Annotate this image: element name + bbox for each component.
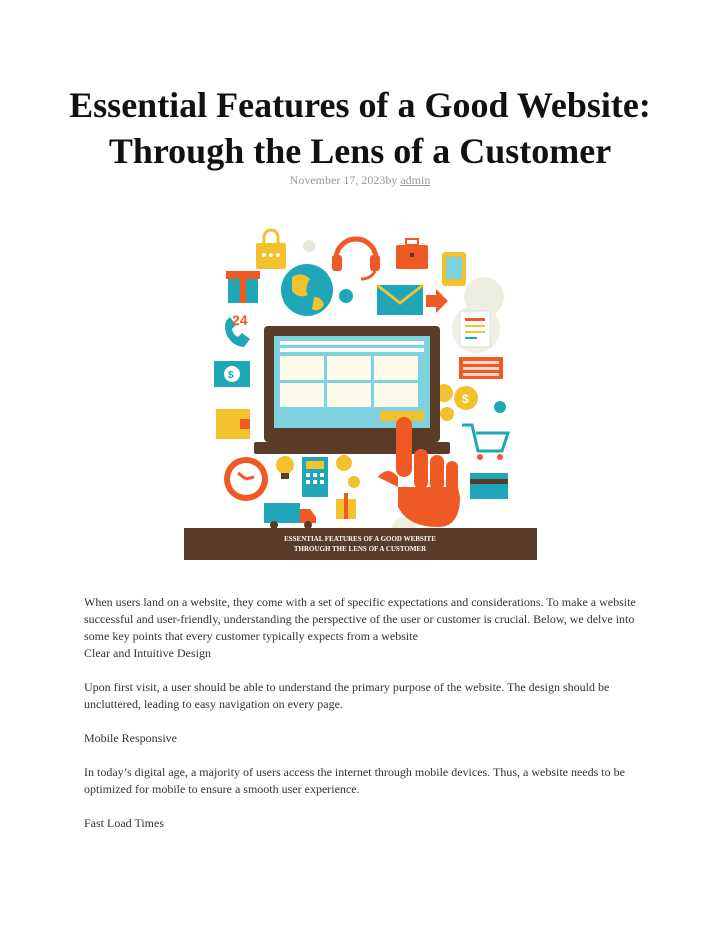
article-body: [84, 594, 644, 832]
hero-banner-line-2: THROUGH THE LENS OF A CUSTOMER: [293, 545, 427, 553]
author-link[interactable]: admin: [400, 173, 431, 187]
gift-icon: [226, 271, 260, 303]
section-heading: Fast Load Times: [84, 816, 165, 830]
post-by-label: by: [385, 173, 401, 187]
post-meta: [0, 173, 720, 188]
hero-illustration: [184, 227, 537, 560]
hero-banner-line-1: ESSENTIAL FEATURES OF A GOOD WEBSITE: [284, 535, 436, 543]
cart-icon: [462, 425, 508, 460]
section-paragraph: Upon first visit, a user should be able to understand the primary purpose of the website. The design should be uncluttered, leading to easy navigation on every page.: [84, 680, 610, 711]
headset-icon: [332, 239, 380, 279]
section-heading: Clear and Intuitive Design: [84, 646, 211, 660]
post-title-line-1: Essential Features of a Good Website:: [69, 85, 651, 125]
globe-icon: [281, 264, 333, 316]
calculator-icon: [302, 457, 328, 497]
post-title-line-2: Through the Lens of a Customer: [108, 131, 612, 171]
briefcase-icon: [396, 239, 428, 269]
small-gift-icon: [336, 493, 356, 519]
post-title: [40, 82, 680, 174]
article-intro: When users land on a website, they come with a set of specific expectations and considerations. To make a website successful and user-friendly, understanding the perspective of the user or customer is crucial. Below, we delve into some key points that every customer typically expects from a website: [84, 595, 636, 643]
section-paragraph: In today’s digital age, a majority of users access the internet through mobile devices. Thus, a website needs to be optimized for mobile to ensure a smooth user experience.: [84, 765, 625, 796]
document-icon: [452, 305, 500, 353]
credit-card-icon: [470, 473, 508, 499]
clock-icon: [224, 457, 268, 501]
mail-icon: [377, 285, 448, 315]
svg-text:$: $: [462, 392, 469, 406]
decor-dot: [494, 401, 506, 413]
wallet-icon: [216, 409, 250, 439]
dollar-coin-icon: [336, 455, 360, 488]
post-date: November 17, 2023: [289, 173, 386, 187]
hero-banner: [184, 528, 537, 560]
lightbulb-icon: [276, 456, 294, 479]
coins-icon: [435, 384, 478, 421]
delivery-truck-icon: [264, 503, 316, 529]
support-24-icon: [225, 312, 250, 347]
laptop-icon: [254, 326, 450, 454]
cash-icon: [214, 361, 250, 387]
svg-text:$: $: [228, 370, 234, 381]
tablet-icon: [442, 252, 466, 286]
decor-dot: [303, 240, 315, 252]
hero-illustration-graphic: [184, 227, 537, 560]
keyboard-icon: [459, 357, 503, 379]
section-heading: Mobile Responsive: [84, 731, 177, 745]
shopping-bag-icon: [256, 230, 286, 269]
svg-text:24: 24: [232, 312, 248, 328]
decor-dot: [339, 289, 353, 303]
